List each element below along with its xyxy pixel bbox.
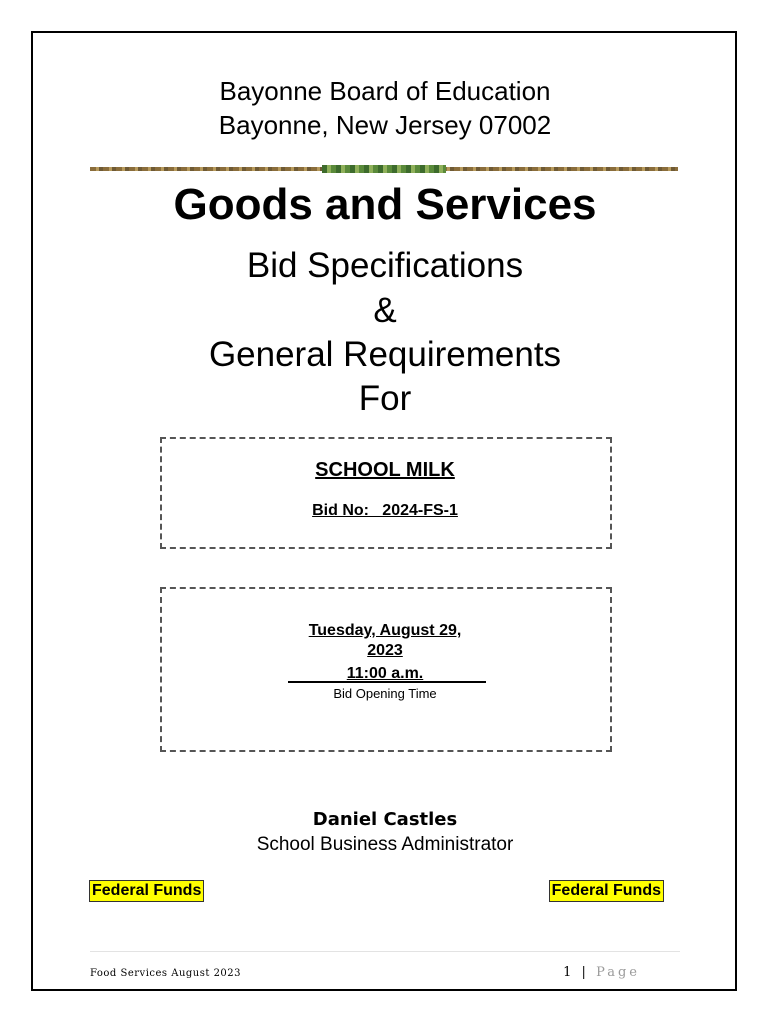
footer-divider <box>90 951 680 952</box>
page-separator: | <box>581 965 589 980</box>
subtitle-line-3: General Requirements <box>208 335 562 374</box>
federal-funds-badge-left: Federal Funds <box>89 880 204 902</box>
page-number: 1 <box>563 965 575 980</box>
organization-name: Bayonne Board of Education <box>219 76 551 106</box>
subtitle-line-1: Bid Specifications <box>246 246 524 285</box>
federal-funds-badge-right: Federal Funds <box>549 880 664 902</box>
bid-opening-date-line-2: 2023 <box>367 642 403 659</box>
footer-page-indicator <box>563 965 640 980</box>
time-underline <box>288 681 486 683</box>
decorative-divider-ornament <box>322 165 446 173</box>
subtitle-line-4: For <box>358 379 412 418</box>
administrator-name: Daniel Castles <box>312 809 458 830</box>
organization-address: Bayonne, New Jersey 07002 <box>218 110 552 140</box>
subtitle-line-2: & <box>373 291 397 330</box>
footer-document-label: Food Services August 2023 <box>90 968 242 979</box>
bid-opening-label: Bid Opening Time <box>333 686 437 701</box>
bid-item-name: SCHOOL MILK <box>315 459 455 481</box>
bid-info-box <box>160 437 612 549</box>
bid-opening-time: 11:00 a.m. <box>346 665 424 682</box>
bid-opening-date-line-1: Tuesday, August 29, <box>308 622 462 639</box>
bid-number: Bid No: 2024-FS-1 <box>312 502 458 519</box>
page-word: Page <box>596 965 640 980</box>
administrator-title: School Business Administrator <box>256 834 514 855</box>
document-title: Goods and Services <box>173 180 597 229</box>
